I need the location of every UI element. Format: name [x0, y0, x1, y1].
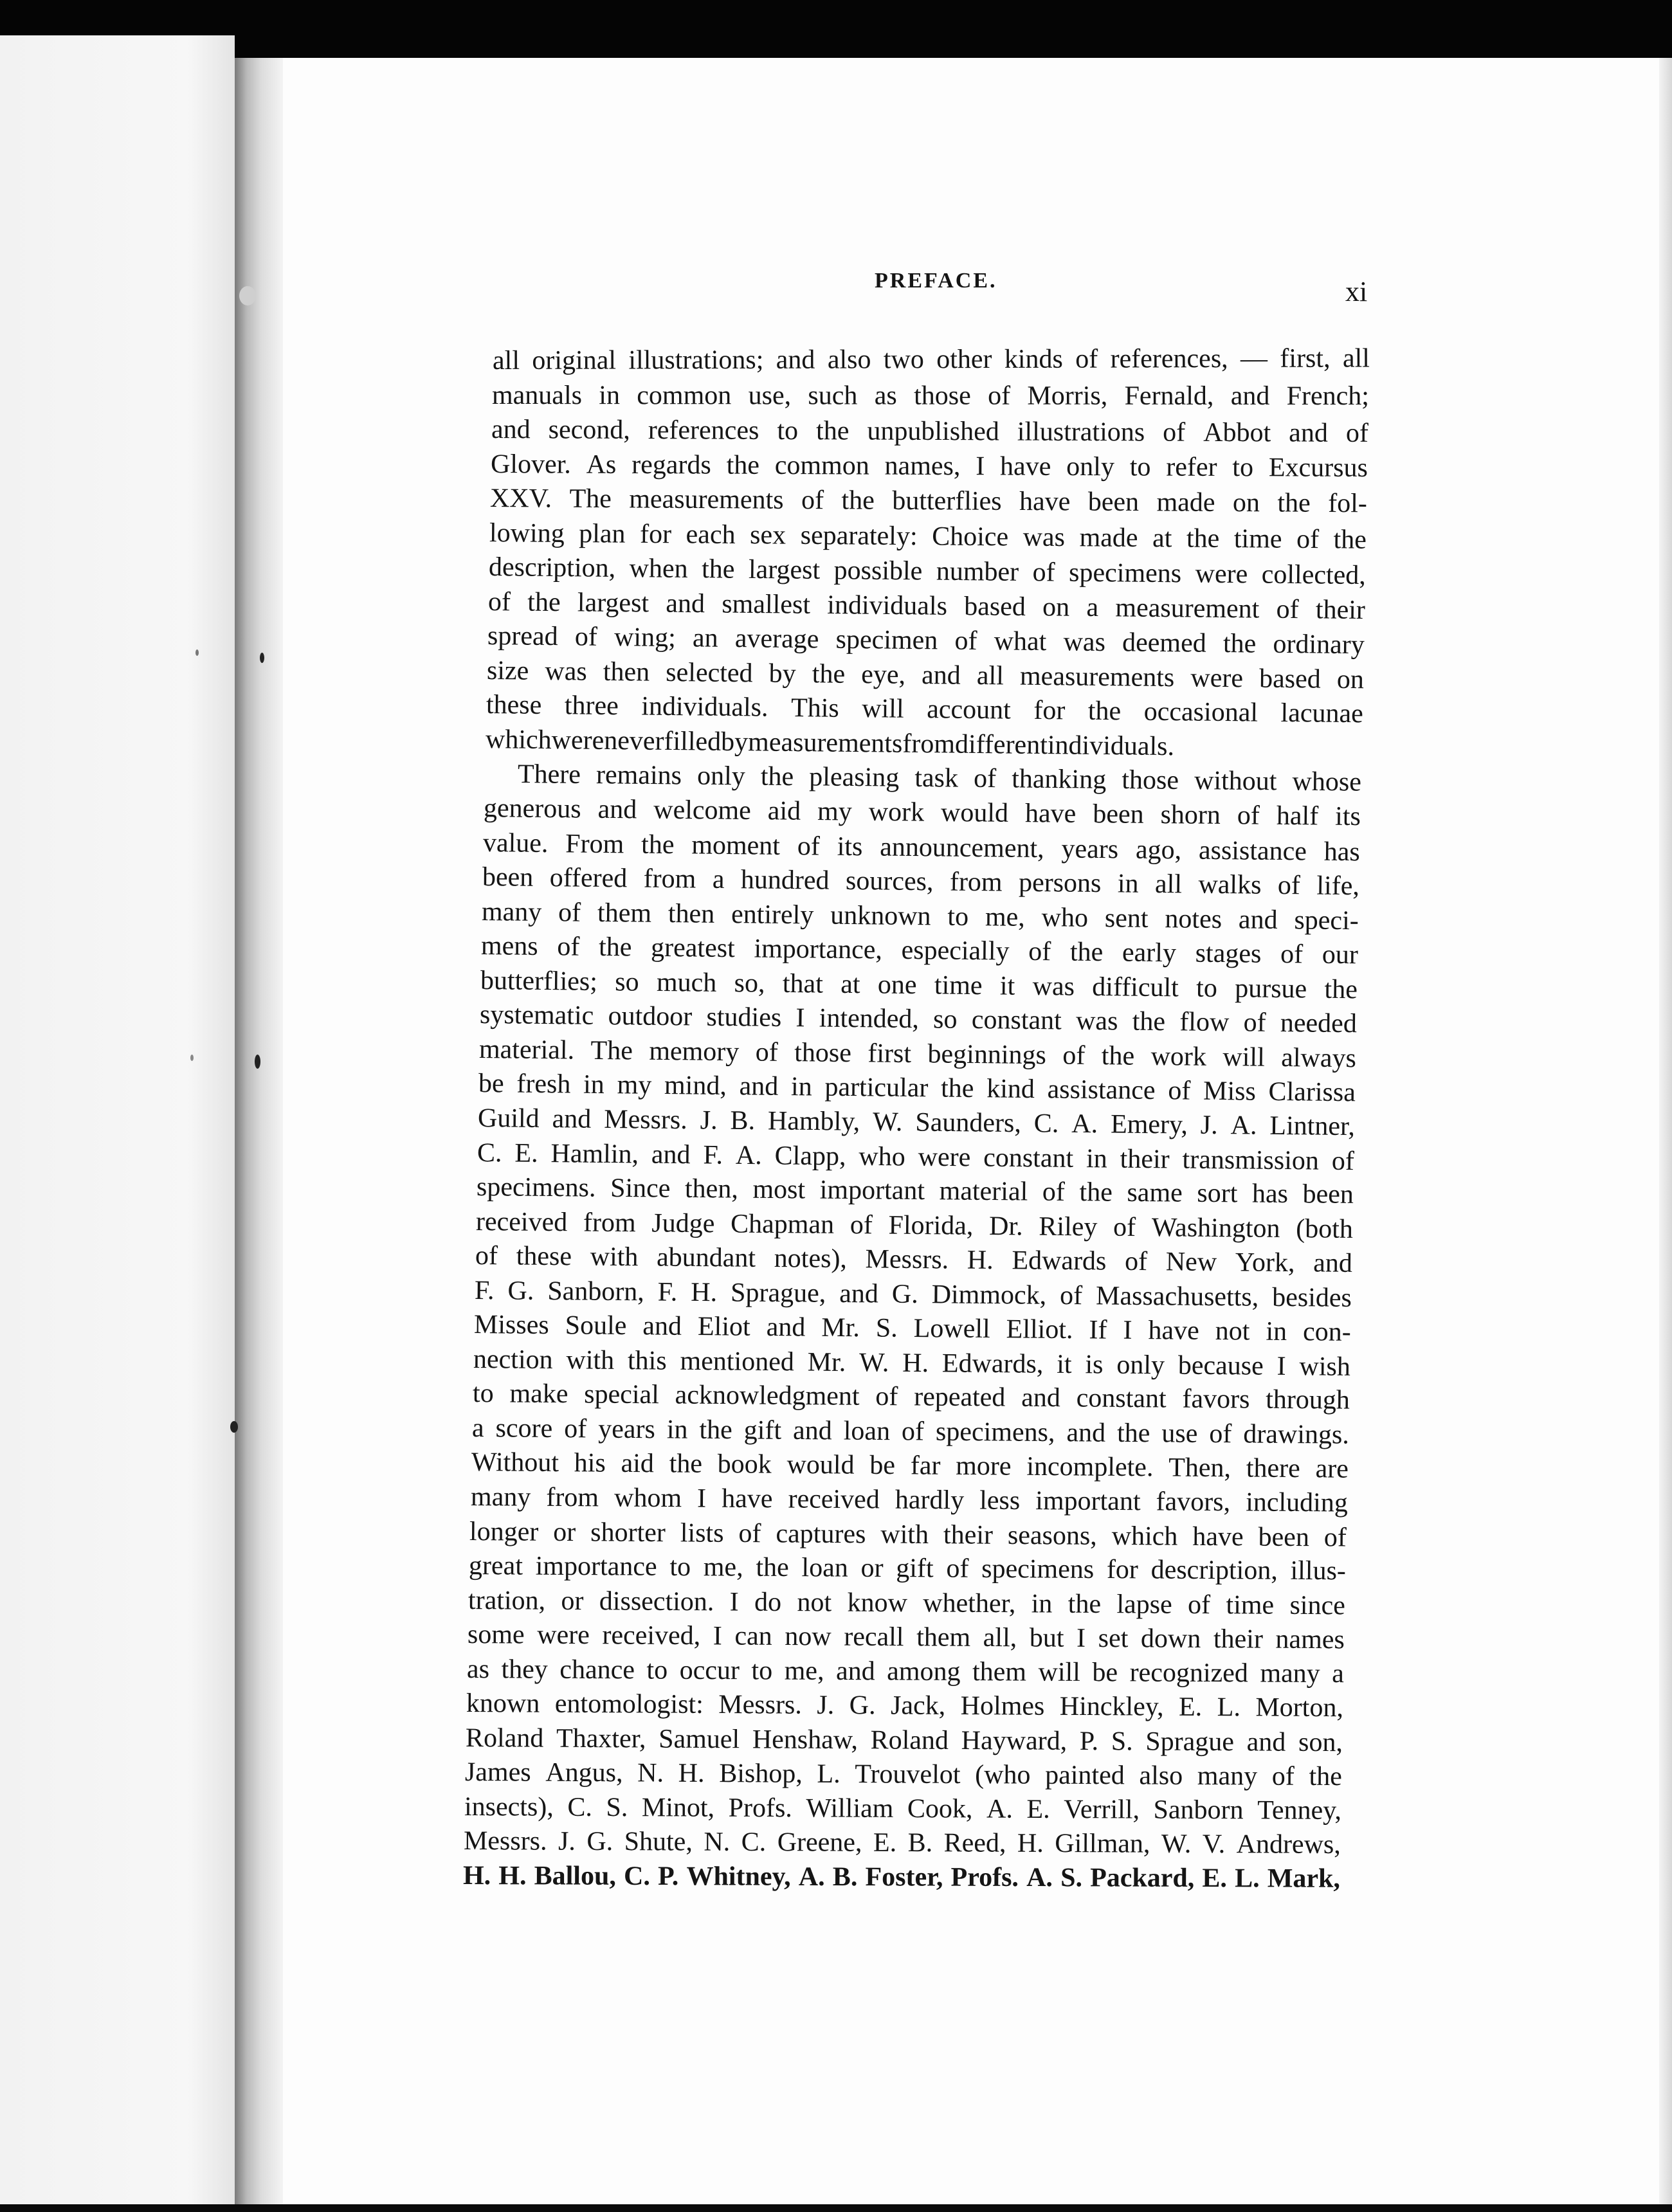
- text-line: received from Judge Chapman of Florida, Dr. Riley of Washington (both: [475, 1206, 1353, 1244]
- text-line: of these with abundant notes), Messrs. H. Edwards of New York, and: [475, 1241, 1352, 1279]
- text-line: which were never filled by measurements from different individuals.: [485, 725, 1174, 762]
- text-line: some were received, I can now recall them all, but I set down their names: [468, 1620, 1345, 1655]
- text-line: F. G. Sanborn, F. H. Sprague, and G. Dimmock, of Massachusetts, besides: [474, 1275, 1352, 1313]
- text-line: butterflies; so much so, that at one time it was difficult to pursue the: [480, 965, 1358, 1005]
- text-line: lowing plan for each sex separately: Choice was made at the time of the: [489, 518, 1367, 555]
- text-line: Guild and Messrs. J. B. Hambly, W. Saunders, C. A. Emery, J. A. Lintner,: [477, 1103, 1356, 1142]
- text-line: value. From the moment of its announcement, years ago, assistance has: [483, 828, 1361, 867]
- running-head: PREFACE.: [875, 269, 997, 293]
- text-line: been offered from a hundred sources, from persons in all walks of life,: [482, 862, 1360, 902]
- text-line: Misses Soule and Eliot and Mr. S. Lowell Elliot. If I have not in con-: [473, 1310, 1351, 1348]
- text-line: Without his aid the book would be far more incomplete. Then, there are: [471, 1447, 1349, 1485]
- text-line: James Angus, N. H. Bishop, L. Trouvelot (who painted also many of the: [465, 1757, 1343, 1792]
- text-line: many from whom I have received hardly less important favors, including: [470, 1482, 1348, 1518]
- text-line: these three individuals. This will account for the occasional lacunae: [486, 690, 1363, 729]
- text-line: generous and welcome aid my work would have been shorn of half its: [484, 793, 1361, 832]
- text-line: many of them then entirely unknown to me, who sent notes and speci-: [482, 896, 1359, 936]
- text-line: as they chance to occur to me, and among them will be recognized many a: [467, 1654, 1345, 1689]
- text-line: tration, or dissection. I do not know whether, in the lapse of time since: [468, 1585, 1346, 1620]
- text-line: a score of years in the gift and loan of specimens, and the use of drawings.: [471, 1413, 1349, 1450]
- text-line: known entomologist: Messrs. J. G. Jack, Holmes Hinckley, E. L. Morton,: [466, 1689, 1344, 1723]
- page-number: xi: [1345, 276, 1368, 307]
- text-line: great importance to me, the loan or gift of specimens for description, illus-: [469, 1551, 1347, 1586]
- text-line: of the largest and smallest individuals based on a measurement of their: [487, 586, 1365, 625]
- text-line: material. The memory of those first beginnings of the work will always: [478, 1034, 1357, 1074]
- text-line: Roland Thaxter, Samuel Henshaw, Roland Hayward, P. S. Sprague and son,: [466, 1723, 1343, 1757]
- text-line: Glover. As regards the common names, I have only to refer to Excursus: [490, 449, 1368, 483]
- text-line: Messrs. J. G. Shute, N. C. Greene, E. B. Reed, H. Gillman, W. V. Andrews,: [463, 1826, 1341, 1860]
- text-line: systematic outdoor studies I intended, so constant was the flow of needed: [479, 1000, 1358, 1039]
- text-line: longer or shorter lists of captures with their seasons, which have been of: [469, 1516, 1347, 1553]
- text-line: nection with this mentioned Mr. W. H. Edwards, it is only because I wish: [473, 1344, 1350, 1382]
- text-line: XXV. The measurements of the butterflies have been made on the fol-: [489, 484, 1367, 519]
- text-line: specimens. Since then, most important material of the same sort has been: [476, 1172, 1354, 1210]
- text-line: spread of wing; an average specimen of what was deemed the ordinary: [487, 621, 1365, 660]
- text-line: H. H. Ballou, C. P. Whitney, A. B. Foster, Profs. A. S. Packard, E. L. Mark,: [462, 1861, 1341, 1894]
- text-line: insects), C. S. Minot, Profs. William Cook, A. E. Verrill, Sanborn Tenney,: [464, 1791, 1342, 1826]
- text-line: and second, references to the unpublished illustrations of Abbot and of: [491, 415, 1368, 449]
- text-line: description, when the largest possible number of specimens were collected,: [488, 552, 1366, 591]
- text-line: There remains only the pleasing task of thanking those without whose: [518, 759, 1362, 797]
- text-line: be fresh in my mind, and in particular the kind assistance of Miss Clarissa: [478, 1069, 1356, 1108]
- text-line: size was then selected by the eye, and all measurements were based on: [486, 655, 1364, 695]
- text-line: all original illustrations; and also two other kinds of references, — first, all: [492, 343, 1370, 376]
- text-line: C. E. Hamlin, and F. A. Clapp, who were constant in their transmission of: [477, 1138, 1354, 1176]
- text-line: mens of the greatest importance, especially of the early stages of our: [480, 931, 1359, 970]
- text-line: to make special acknowledgment of repeated and constant favors through: [472, 1379, 1350, 1416]
- text-line: manuals in common use, such as those of Morris, Fernald, and French;: [491, 380, 1369, 411]
